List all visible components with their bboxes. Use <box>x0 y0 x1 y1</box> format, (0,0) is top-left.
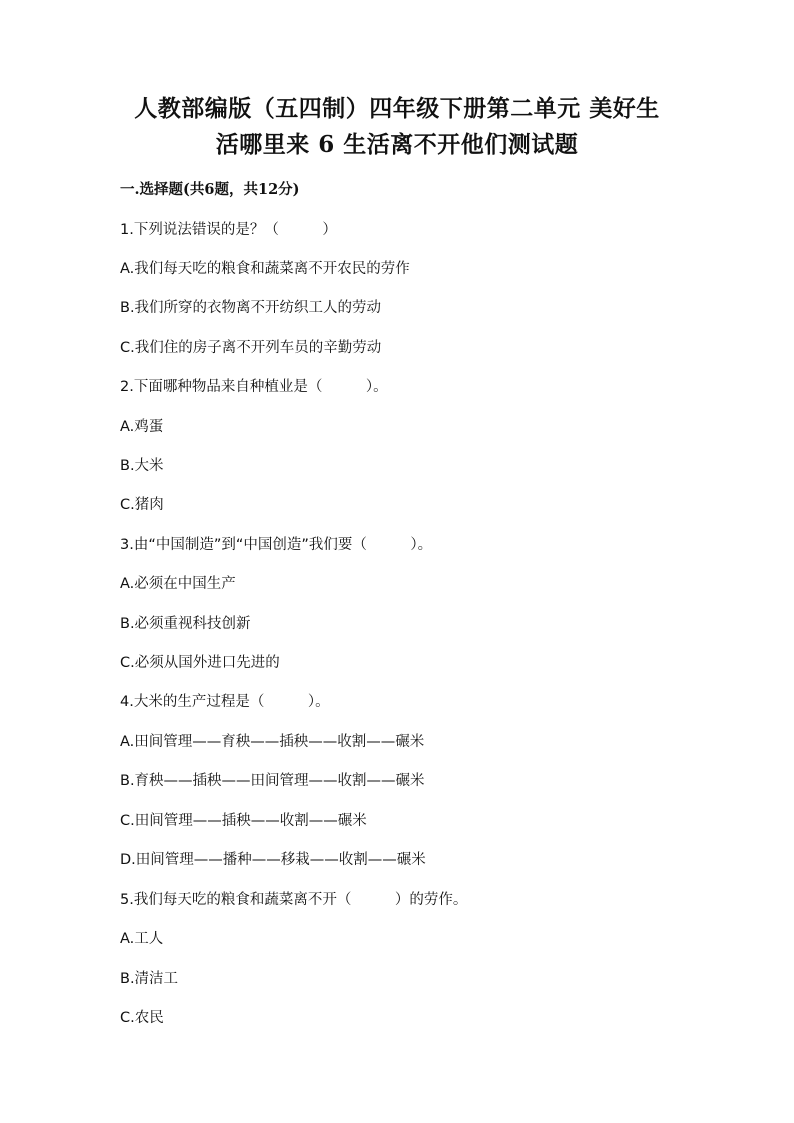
question-1-option-a: A.我们每天吃的粮食和蔬菜离不开农民的劳作 <box>120 261 410 277</box>
question-5-option-c: C.农民 <box>120 1010 164 1026</box>
question-4-option-d: D.田间管理——播种——移栽——收割——碾米 <box>120 852 426 868</box>
section-heading: 一.选择题(共6题，共12分) <box>120 181 300 198</box>
question-3-stem: 3.由“中国制造”到“中国创造”我们要（ ）。 <box>120 537 433 553</box>
question-3-option-b: B.必须重视科技创新 <box>120 616 251 632</box>
question-4-option-c: C.田间管理——插秧——收割——碾米 <box>120 813 367 829</box>
question-1-stem: 1.下列说法错误的是？（ ） <box>120 222 337 238</box>
question-2-stem: 2.下面哪种物品来自种植业是（ ）。 <box>120 379 388 395</box>
question-2-option-b: B.大米 <box>120 458 164 474</box>
page-title-line-1: 人教部编版（五四制）四年级下册第二单元 美好生 <box>134 95 660 122</box>
question-3-option-c: C.必须从国外进口先进的 <box>120 655 280 671</box>
question-3-option-a: A.必须在中国生产 <box>120 576 236 592</box>
question-2-option-a: A.鸡蛋 <box>120 419 164 435</box>
question-1-option-b: B.我们所穿的衣物离不开纺织工人的劳动 <box>120 300 382 316</box>
question-1-option-c: C.我们住的房子离不开列车员的辛勤劳动 <box>120 340 382 356</box>
question-4-stem: 4.大米的生产过程是（ ）。 <box>120 694 330 710</box>
question-5-option-a: A.工人 <box>120 931 164 947</box>
question-5-option-b: B.清洁工 <box>120 971 179 987</box>
question-4-option-a: A.田间管理——育秧——插秧——收割——碾米 <box>120 734 425 750</box>
question-4-option-b: B.育秧——插秧——田间管理——收割——碾米 <box>120 773 425 789</box>
question-5-stem: 5.我们每天吃的粮食和蔬菜离不开（ ）的劳作。 <box>120 892 468 908</box>
page-title-line-2: 活哪里来 6 生活离不开他们测试题 <box>215 131 579 158</box>
question-2-option-c: C.猪肉 <box>120 497 164 513</box>
